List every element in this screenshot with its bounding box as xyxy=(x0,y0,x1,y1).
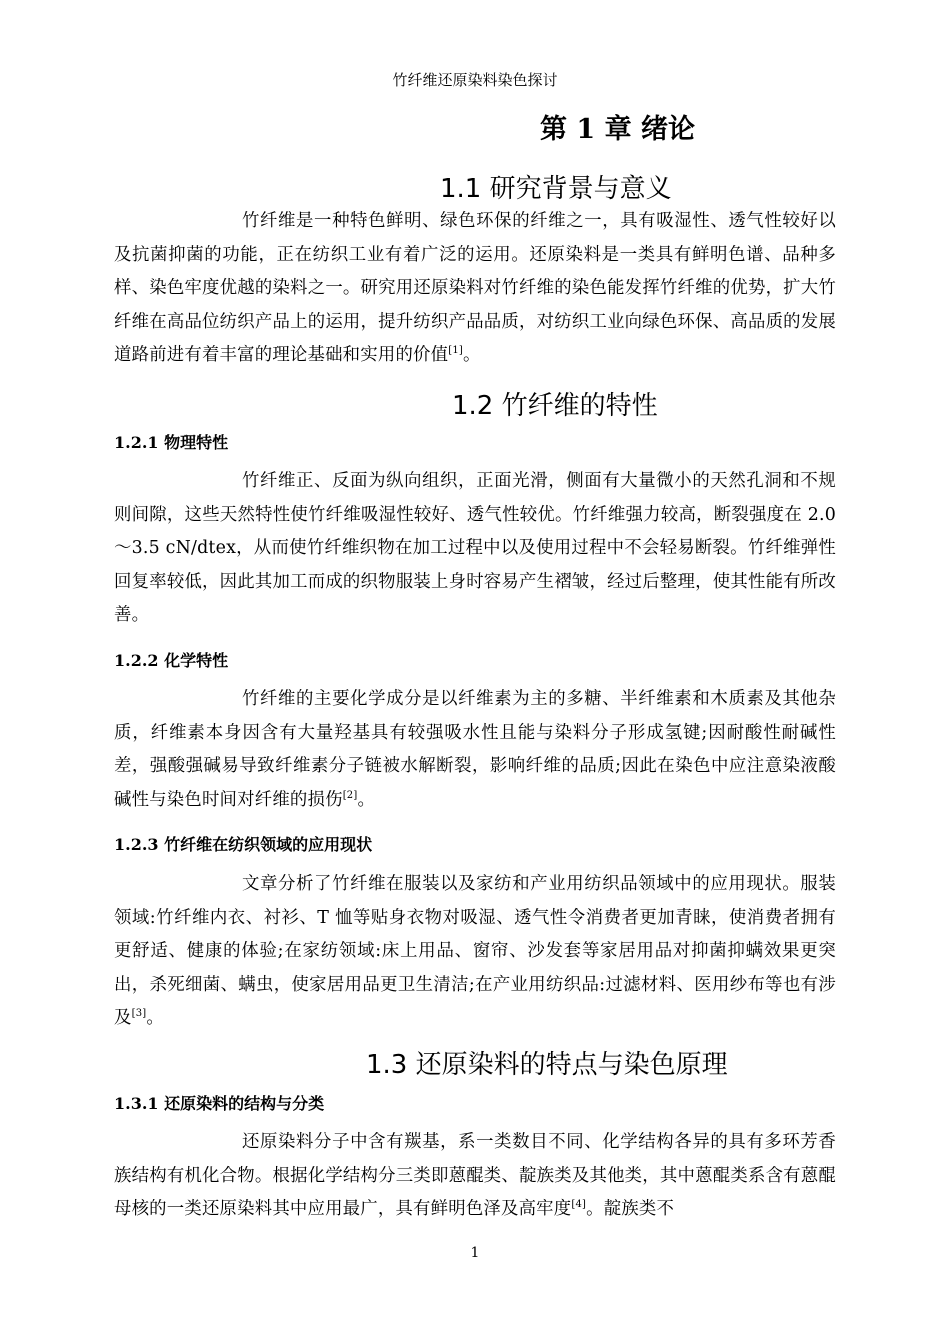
paragraph-text: 竹纤维是一种特色鲜明、绿色环保的纤维之一，具有吸湿性、透气性较好以及抗菌抑菌的功能，正在纺织工业有着广泛的运用。还原染料是一类具有鲜明色谱、品种多样、染色牢度优越的染料之一。研究用还原染料对竹纤维的染色能发挥竹纤维的优势，扩大竹纤维在高品位纺织产品上的运用，提升纺织产品品质，对纺织工业向绿色环保、高品质的发展道路前进有着丰富的理论基础和实用的价值 xyxy=(114,211,836,366)
citation-ref: [3] xyxy=(131,1008,147,1020)
subsection-title-1-3-1: 1.3.1 还原染料的结构与分类 xyxy=(114,1094,325,1113)
subsection-title-1-2-1: 1.2.1 物理特性 xyxy=(114,433,229,452)
citation-ref: [2] xyxy=(342,789,358,801)
running-header: 竹纤维还原染料染色探讨 xyxy=(392,71,558,89)
paragraph-1-1 xyxy=(114,205,836,373)
paragraph-end: 。靛族类不 xyxy=(586,1199,675,1220)
page-number: 1 xyxy=(470,1245,480,1261)
paragraph-1-2-3 xyxy=(114,868,836,1036)
citation-ref: [4] xyxy=(571,1199,587,1211)
paragraph-1-3-1 xyxy=(114,1126,836,1227)
citation-ref: [1] xyxy=(448,345,463,357)
paragraph-text: 文章分析了竹纤维在服装以及家纺和产业用纺织品领域中的应用现状。服装领域:竹纤维内衣、衬衫、T 恤等贴身衣物对吸湿、透气性令消费者更加青睐，使消费者拥有更舒适、健康的体验;在家纺领域:床上用品、窗帘、沙发套等家居用品对抑菌抑螨效果更突出，杀死细菌、螨虫，使家居用品更卫生清洁;在产业用纺织品:过滤材料、医用纱布等也有涉及 xyxy=(114,874,836,1029)
paragraph-1-2-1: 竹纤维正、反面为纵向组织，正面光滑，侧面有大量微小的天然孔洞和不规则间隙，这些天然特性使竹纤维吸湿性较好、透气性较优。竹纤维强力较高，断裂强度在 2.0～3.5 cN/dtex，从而使竹纤维织物在加工过程中以及使用过程中不会轻易断裂。竹纤维弹性回复率较低，因此其加工而成的织物服装上身时容易产生褶皱，经过后整理，使其性能有所改善。 xyxy=(114,471,836,626)
subsection-title-1-2-3: 1.2.3 竹纤维在纺织领域的应用现状 xyxy=(114,835,373,854)
chapter-title: 第 1 章 绪论 xyxy=(540,114,695,145)
section-title-1-1: 1.1 研究背景与意义 xyxy=(440,174,672,204)
paragraph-end: 。 xyxy=(463,345,481,366)
section-title-1-2: 1.2 竹纤维的特性 xyxy=(452,391,658,421)
paragraph-text: 还原染料分子中含有羰基，系一类数目不同、化学结构各异的具有多环芳香族结构有机化合物。根据化学结构分三类即蒽醌类、靛族类及其他类，其中蒽醌类系含有蒽醌母核的一类还原染料其中应用最广，具有鲜明色泽及高牢度 xyxy=(114,1132,836,1220)
paragraph-end: 。 xyxy=(146,1008,164,1029)
section-title-1-3: 1.3 还原染料的特点与染色原理 xyxy=(366,1050,728,1080)
paragraph-1-2-2 xyxy=(114,683,836,817)
subsection-title-1-2-2: 1.2.2 化学特性 xyxy=(114,651,229,670)
paragraph-text: 竹纤维的主要化学成分是以纤维素为主的多糖、半纤维素和木质素及其他杂质，纤维素本身因含有大量羟基具有较强吸水性且能与染料分子形成氢键;因耐酸性耐碱性差，强酸强碱易导致纤维素分子链被水解断裂，影响纤维的品质;因此在染色中应注意染液酸碱性与染色时间对纤维的损伤 xyxy=(114,689,836,810)
paragraph-end: 。 xyxy=(357,789,376,810)
